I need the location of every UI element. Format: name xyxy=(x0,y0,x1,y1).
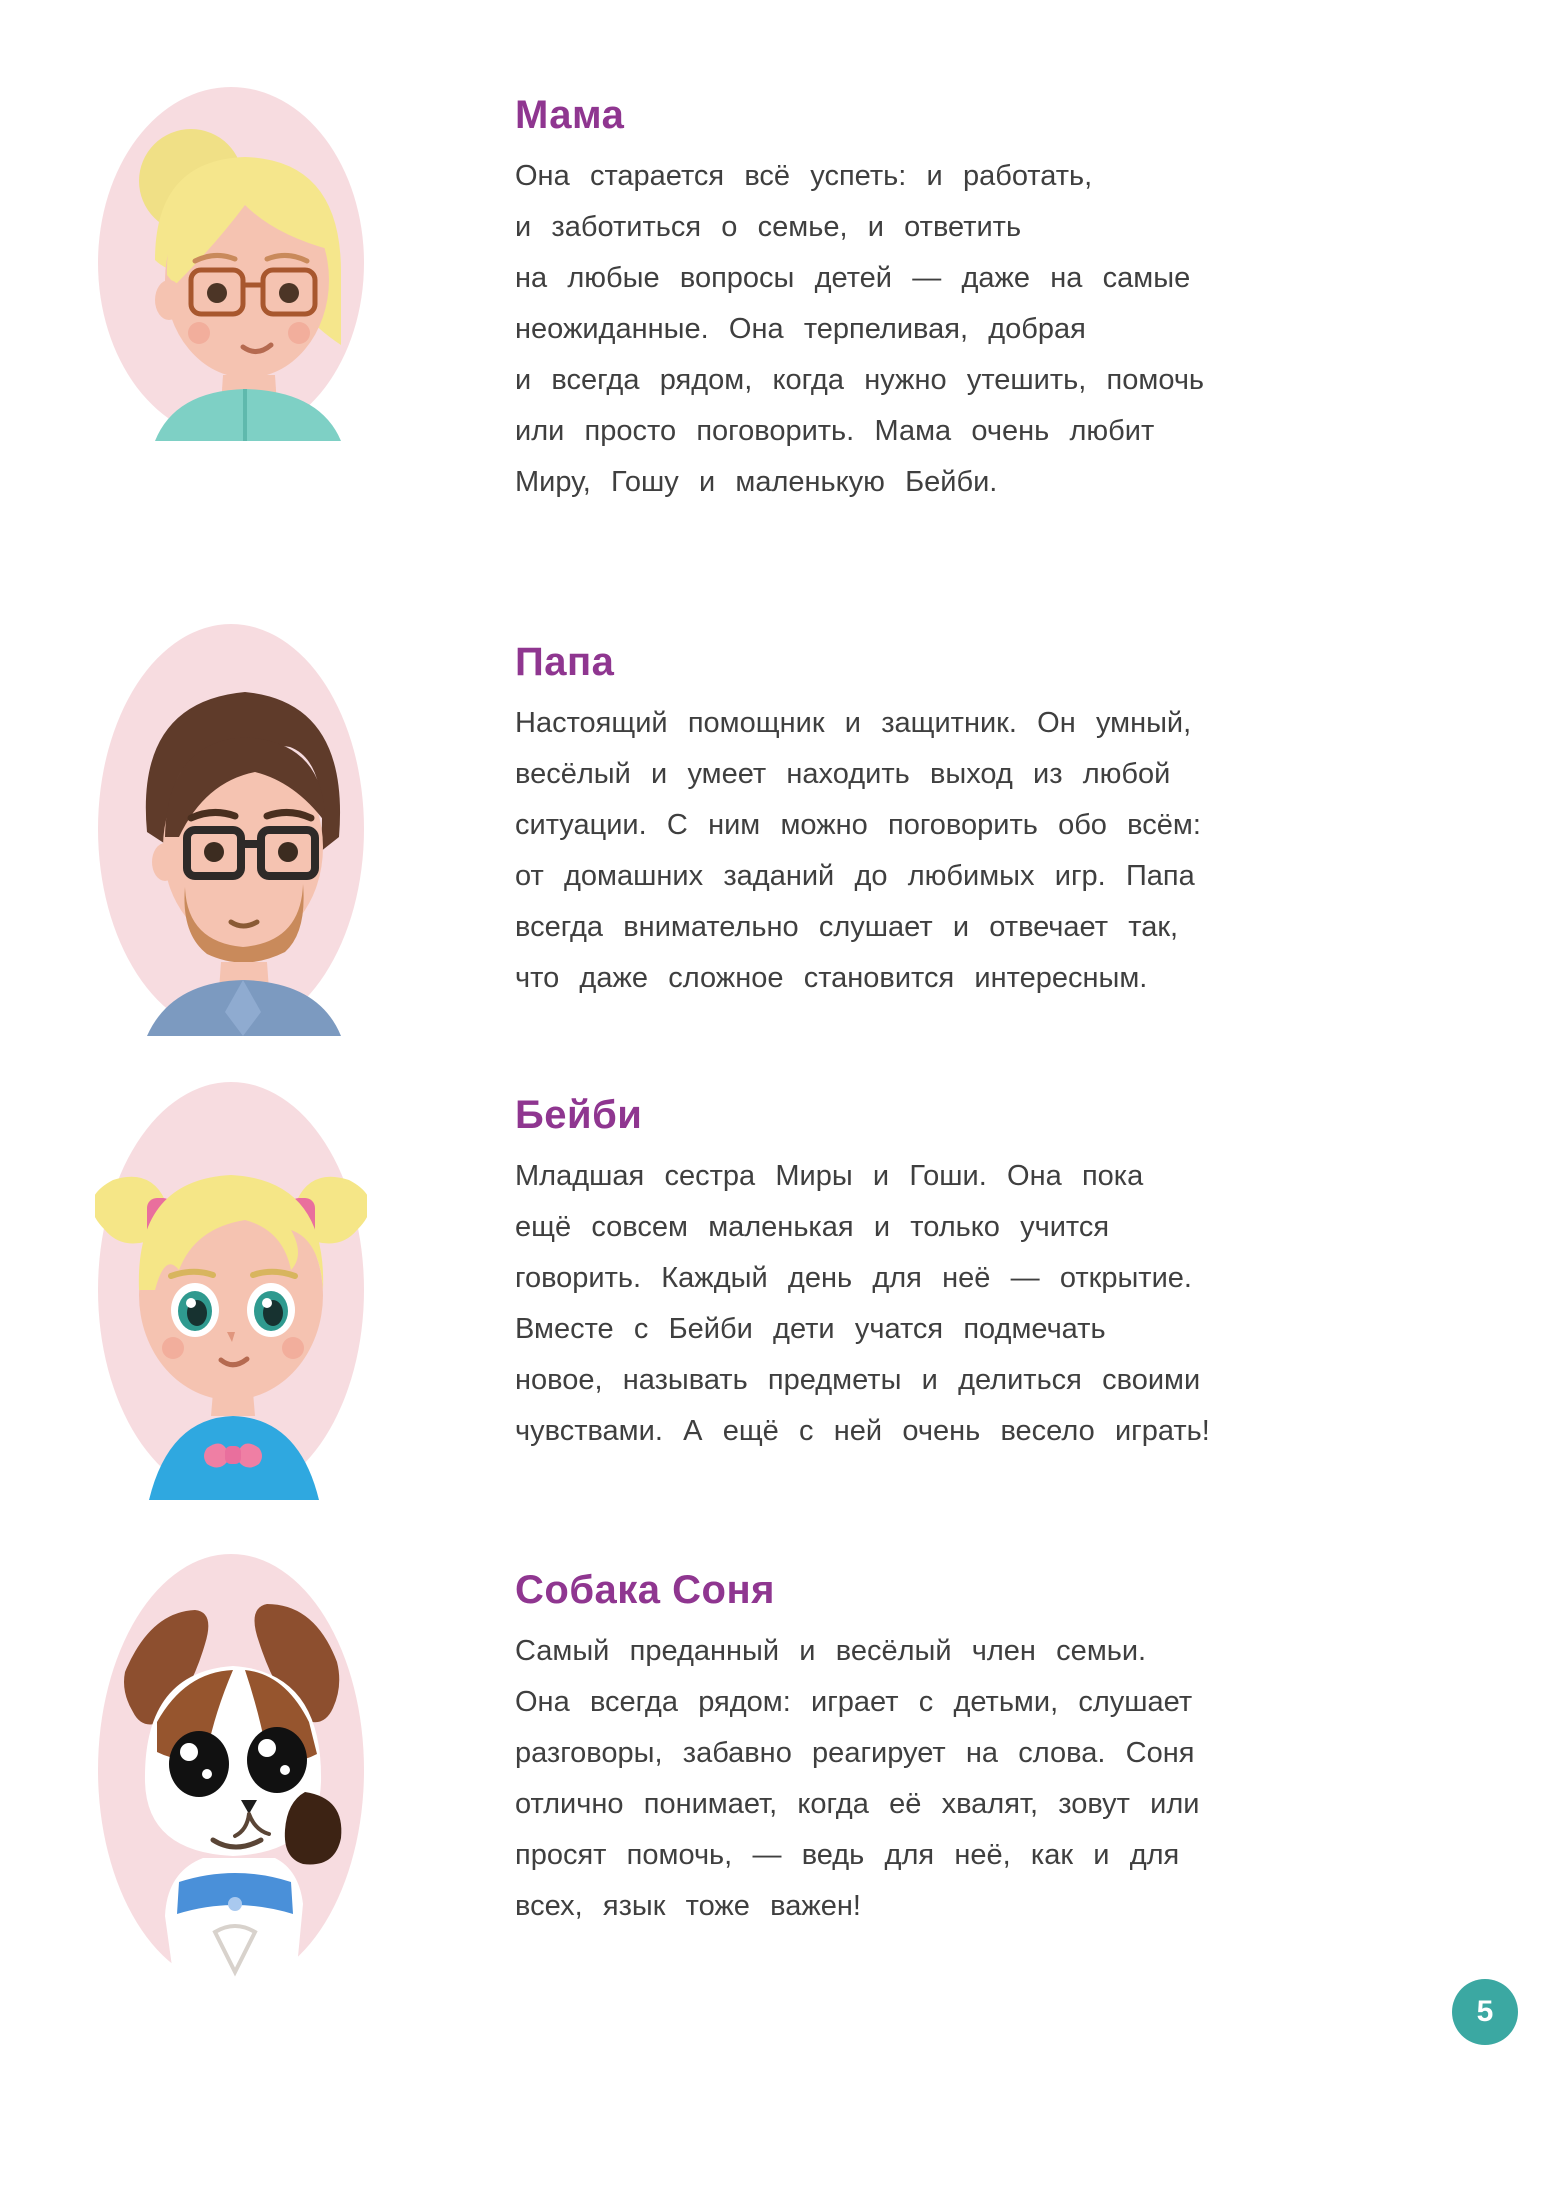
mama-avatar xyxy=(95,85,367,441)
text-line: Вместе с Бейби дети учатся подмечать xyxy=(515,1313,1106,1345)
text-line: весёлый и умеет находить выход из любой xyxy=(515,758,1171,790)
text-line: ещё совсем маленькая и только учится xyxy=(515,1211,1110,1243)
text-line: от домашних заданий до любимых игр. Папа xyxy=(515,860,1195,892)
text-line: Младшая сестра Миры и Гоши. Она пока xyxy=(515,1160,1144,1192)
text-line: на любые вопросы детей — даже на самые xyxy=(515,262,1191,294)
text-line: или просто поговорить. Мама очень любит xyxy=(515,415,1155,447)
text-line: Она старается всё успеть: и работать, xyxy=(515,160,1093,192)
page-number: 5 xyxy=(1476,1995,1494,2028)
page-number-badge xyxy=(1452,1979,1518,2045)
dog-illustration-icon xyxy=(95,1552,367,1988)
dog-avatar xyxy=(95,1552,367,1988)
text-line: Настоящий помощник и защитник. Он умный, xyxy=(515,707,1192,739)
text-line: и всегда рядом, когда нужно утешить, помочь xyxy=(515,364,1205,396)
section-title-mama: Мама xyxy=(515,93,625,137)
papa-illustration-icon xyxy=(95,622,367,1036)
section-title-papa: Папа xyxy=(515,640,615,684)
text-line: говорить. Каждый день для неё — открытие. xyxy=(515,1262,1192,1294)
text-line: Миру, Гошу и маленькую Бейби. xyxy=(515,466,998,498)
section-text-baby xyxy=(515,1151,1475,1457)
section-text-dog xyxy=(515,1626,1475,1932)
text-line: отлично понимает, когда её хвалят, зовут или xyxy=(515,1788,1200,1820)
text-line: чувствами. А ещё с ней очень весело играть! xyxy=(515,1415,1210,1447)
section-text-mama xyxy=(515,151,1475,508)
text-line: Самый преданный и весёлый член семьи. xyxy=(515,1635,1147,1667)
baby-illustration-icon xyxy=(95,1080,367,1500)
text-line: новое, называть предметы и делиться своими xyxy=(515,1364,1201,1396)
baby-avatar xyxy=(95,1080,367,1500)
text-line: всегда внимательно слушает и отвечает так, xyxy=(515,911,1179,943)
text-line: что даже сложное становится интересным. xyxy=(515,962,1148,994)
mama-illustration-icon xyxy=(95,85,367,441)
section-title-dog: Собака Соня xyxy=(515,1568,775,1612)
section-mama xyxy=(0,0,1556,520)
papa-avatar xyxy=(95,622,367,1036)
text-line: ситуации. С ним можно поговорить обо всём: xyxy=(515,809,1201,841)
text-line: неожиданные. Она терпеливая, добрая xyxy=(515,313,1086,345)
text-line: разговоры, забавно реагирует на слова. Соня xyxy=(515,1737,1195,1769)
section-text-papa xyxy=(515,698,1475,1004)
text-line: и заботиться о семье, и ответить xyxy=(515,211,1022,243)
section-title-baby: Бейби xyxy=(515,1093,643,1137)
text-line: Она всегда рядом: играет с детьми, слушает xyxy=(515,1686,1193,1718)
text-line: всех, язык тоже важен! xyxy=(515,1890,861,1922)
text-line: просят помочь, — ведь для неё, как и для xyxy=(515,1839,1180,1871)
